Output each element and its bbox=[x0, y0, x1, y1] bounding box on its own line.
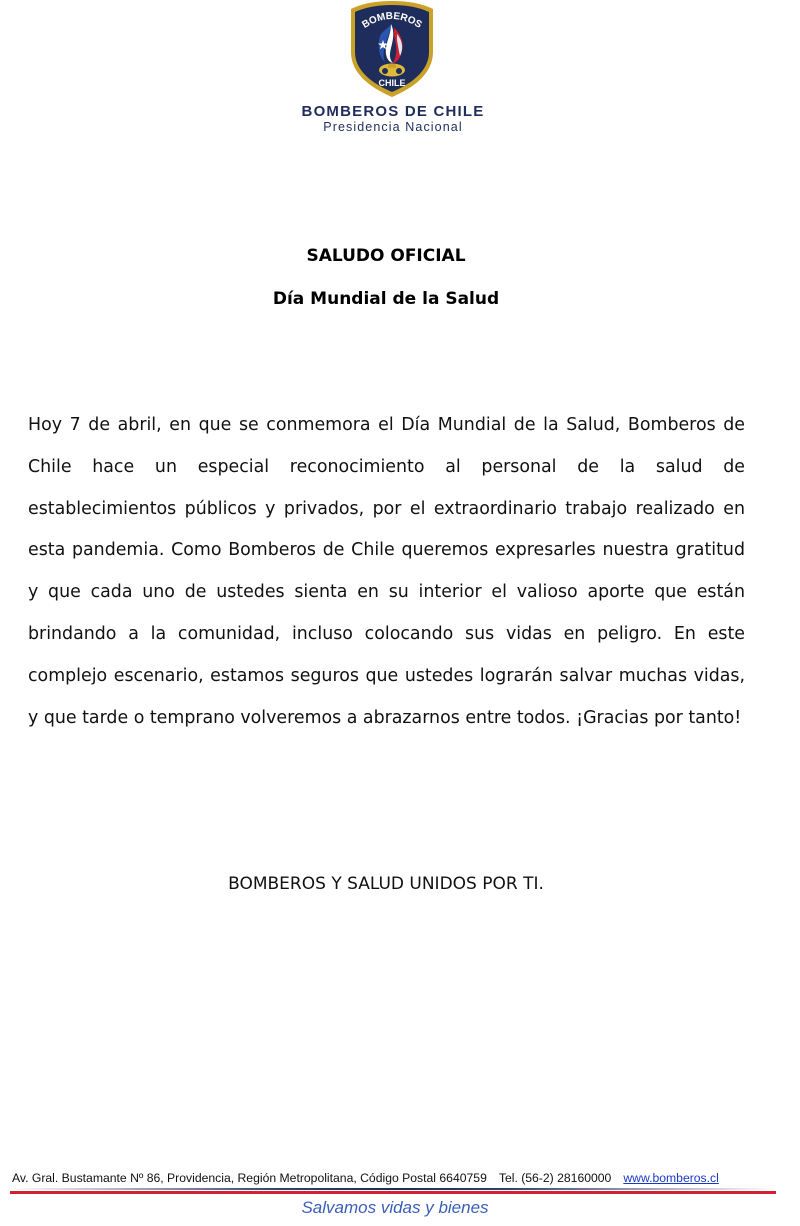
document-closing: BOMBEROS Y SALUD UNIDOS POR TI. bbox=[228, 874, 544, 894]
footer-slogan: Salvamos vidas y bienes bbox=[301, 1198, 489, 1217]
logo-top-text: BOMBEROS bbox=[360, 10, 424, 31]
org-subtitle: Presidencia Nacional bbox=[323, 120, 463, 134]
logo-bottom-text: CHILE bbox=[378, 78, 406, 88]
footer-divider-blue bbox=[10, 1188, 776, 1190]
footer-contact bbox=[12, 1171, 774, 1185]
document-title: SALUDO OFICIAL bbox=[306, 246, 466, 266]
footer-phone: Tel. (56-2) 28160000 bbox=[498, 1171, 612, 1185]
footer-address: Av. Gral. Bustamante Nº 86, Providencia, Región Metropolitana, Código Postal 6640759 bbox=[12, 1171, 487, 1185]
letterhead bbox=[0, 0, 800, 140]
document-body: Hoy 7 de abril, en que se conmemora el Día Mundial de la Salud, Bomberos de Chile hace un especial reconocimiento al personal de la salud de establecimientos públicos y privados, por el extraordinario trabajo realizado en esta pandemia. Como Bomberos de Chile queremos expresarles nuestra gratitud y que cada uno de ustedes sienta en su interior el valioso aporte que están brindando a la comunidad, incluso colocando sus vidas en peligro. En este complejo escenario, estamos seguros que ustedes lograrán salvar muchas vidas, y que tarde o temprano volveremos a abrazarnos entre todos. ¡Gracias por tanto! bbox=[28, 415, 745, 728]
footer-divider-red bbox=[10, 1191, 776, 1194]
bomberos-shield-logo bbox=[347, 0, 437, 98]
footer-website-link[interactable]: www.bomberos.cl bbox=[623, 1171, 719, 1185]
org-name: BOMBEROS DE CHILE bbox=[301, 103, 485, 120]
document-subtitle: Día Mundial de la Salud bbox=[272, 289, 500, 309]
